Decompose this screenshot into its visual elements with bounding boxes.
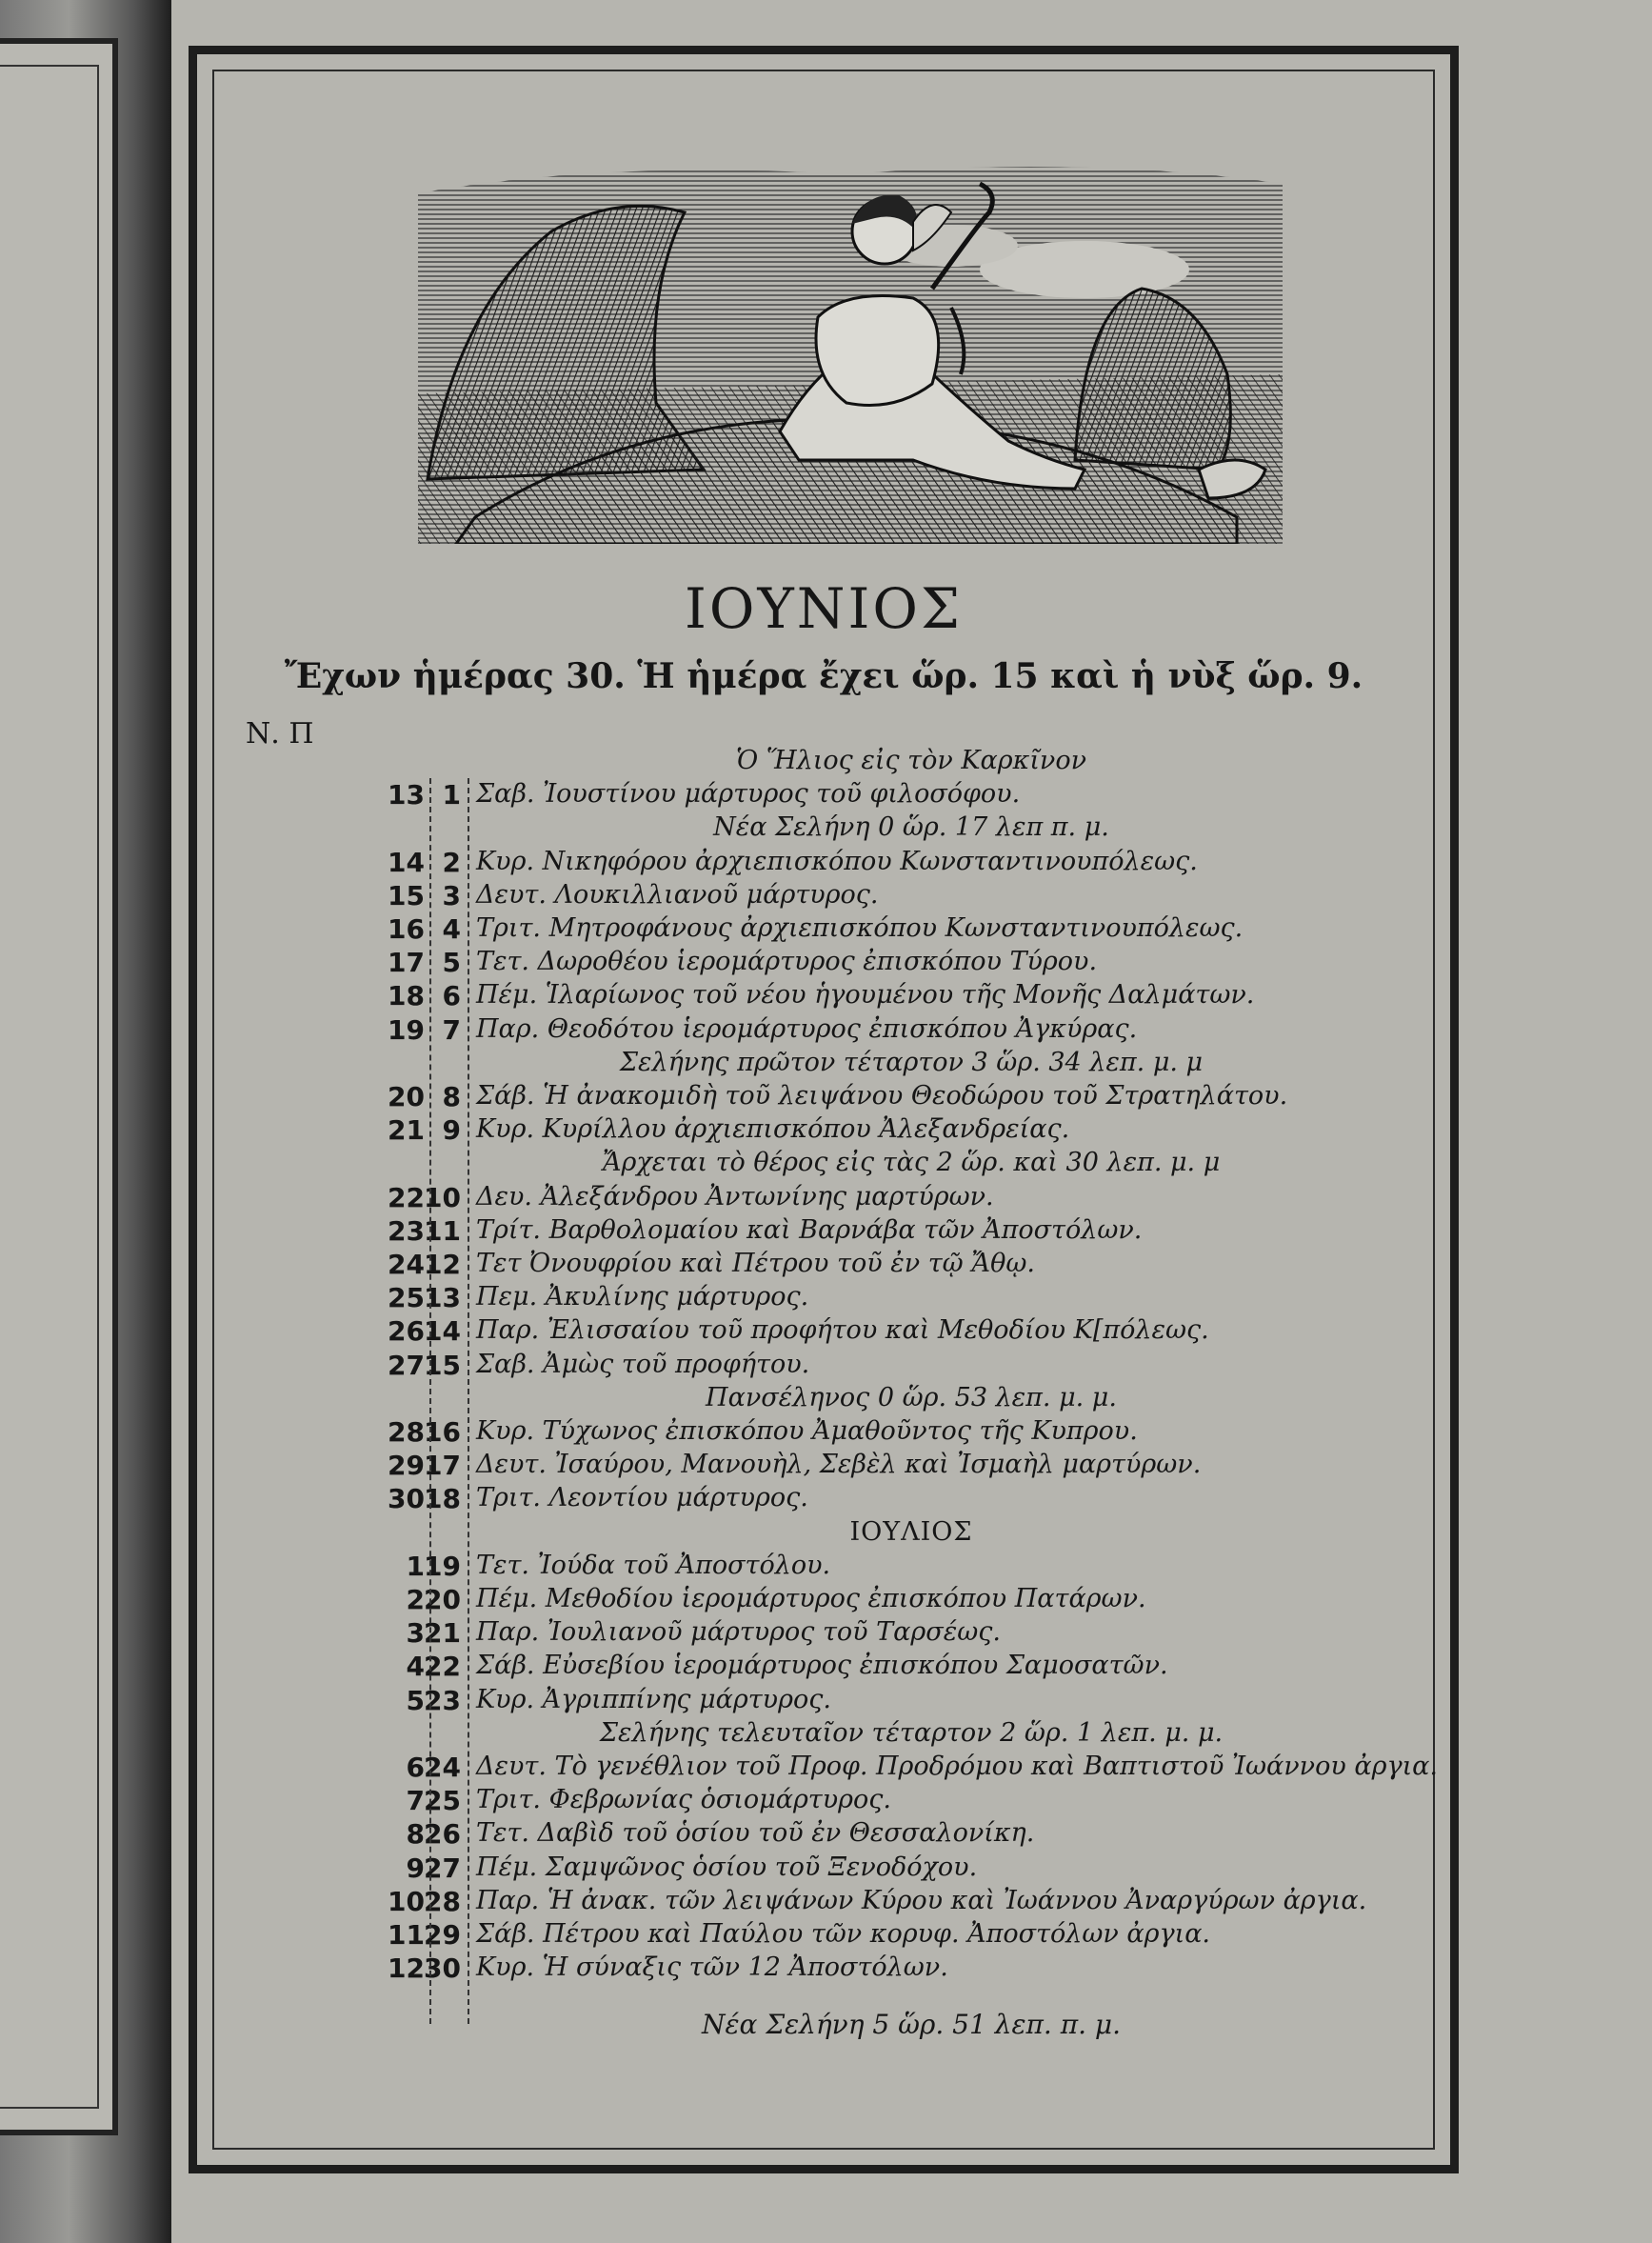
- old-style-day: 24: [424, 1752, 461, 1783]
- column-header: Ν. Π: [246, 717, 314, 751]
- calendar-note: Νέα Σελήνη 0 ὥρ. 17 λεπ π. μ.: [713, 812, 1109, 843]
- calendar-row: [197, 1014, 1450, 1047]
- feast-text: Πέμ. Ἱλαρίωνος τοῦ νέου ἡγουμένου τῆς Μονῆς Δαλμάτων.: [476, 980, 1255, 1011]
- calendar-row: [197, 1651, 1450, 1683]
- new-style-day: 20: [388, 1081, 425, 1112]
- new-style-day: 30: [388, 1483, 425, 1515]
- feast-text: Σάβ. Πέτρου καὶ Παύλου τῶν κορυφ. Ἀποστόλων ἀργια.: [476, 1919, 1211, 1949]
- new-style-day: 16: [388, 913, 425, 945]
- calendar-row: [197, 779, 1450, 811]
- calendar-row: [197, 1852, 1450, 1885]
- new-style-day: 17: [388, 947, 425, 979]
- feast-text: Σάβ. Ἡ ἀνακομιδὴ τοῦ λειψάνου Θεοδώρου τοῦ Στρατηλάτου.: [476, 1081, 1288, 1111]
- calendar-row: [197, 947, 1450, 979]
- old-style-day: 16: [424, 1416, 461, 1448]
- new-style-day: 15: [388, 879, 425, 911]
- new-style-day: 19: [388, 1013, 425, 1046]
- new-style-day: 14: [388, 846, 425, 878]
- feast-text: Παρ. Ἡ ἀνακ. τῶν λειψάνων Κύρου καὶ Ἰωάννου Ἀναργύρων ἀργια.: [476, 1885, 1367, 1915]
- old-style-day: 26: [424, 1818, 461, 1851]
- new-style-day: 3: [406, 1617, 425, 1650]
- feast-text: Τριτ. Μητροφάνους ἀρχιεπισκόπου Κωνσταντινουπόλεως.: [476, 913, 1244, 943]
- new-style-day: 8: [406, 1818, 425, 1851]
- calendar-row: [197, 1685, 1450, 1717]
- calendar-row: [197, 1785, 1450, 1817]
- new-style-day: 29: [388, 1450, 425, 1482]
- feast-text: Παρ. Ἰουλιανοῦ μάρτυρος τοῦ Ταρσέως.: [476, 1617, 1001, 1648]
- old-style-day: 14: [424, 1315, 461, 1348]
- feast-text: Σαβ. Ἀμὼς τοῦ προφήτου.: [476, 1349, 810, 1379]
- new-style-day: 24: [388, 1249, 425, 1280]
- new-style-day: 28: [388, 1416, 425, 1448]
- old-style-day: 10: [424, 1181, 461, 1213]
- old-style-day: 19: [424, 1550, 461, 1582]
- new-style-day: 6: [406, 1752, 425, 1783]
- feast-text: Κυρ. Κυρίλλου ἀρχιεπισκόπου Ἀλεξανδρείας.: [476, 1114, 1070, 1145]
- new-style-day: 18: [388, 980, 425, 1012]
- feast-text: Δευτ. Ἰσαύρου, Μανουὴλ, Σεβὲλ καὶ Ἰσμαὴλ μαρτύρων.: [476, 1450, 1202, 1480]
- adjacent-page-edge: [0, 38, 118, 2135]
- old-style-day: 17: [424, 1450, 461, 1482]
- old-style-day: 30: [424, 1953, 461, 1985]
- calendar-row: [197, 1818, 1450, 1851]
- old-style-day: 5: [442, 947, 461, 979]
- calendar-row: [197, 1483, 1450, 1515]
- old-style-day: 23: [424, 1684, 461, 1716]
- harvest-engraving-image: [418, 155, 1283, 544]
- calendar-row: [197, 1114, 1450, 1147]
- old-style-day: 27: [424, 1852, 461, 1884]
- old-style-day: 12: [424, 1249, 461, 1280]
- calendar-row: [197, 913, 1450, 946]
- old-style-day: 8: [442, 1081, 461, 1112]
- calendar-note: Σελήνης τελευταῖον τέταρτον 2 ὥρ. 1 λεπ. μ. μ.: [599, 1717, 1224, 1748]
- calendar-row: [197, 880, 1450, 912]
- old-style-day: 1: [442, 779, 461, 811]
- calendar-row: [197, 1249, 1450, 1281]
- new-style-day: 26: [388, 1315, 425, 1348]
- column-rule: [468, 778, 469, 2024]
- feast-text: Τετ Ὀνουφρίου καὶ Πέτρου τοῦ ἐν τῷ Ἄθῳ.: [476, 1249, 1035, 1278]
- feast-text: Δευτ. Λουκιλλιανοῦ μάρτυρος.: [476, 879, 879, 910]
- calendar-row: [197, 1752, 1450, 1784]
- next-month-heading: ΙΟΥΛΙΟΣ: [849, 1516, 973, 1547]
- old-style-day: 22: [424, 1651, 461, 1683]
- feast-text: Παρ. Ἐλισσαίου τοῦ προφήτου καὶ Μεθοδίου Κ[πόλεως.: [476, 1315, 1209, 1346]
- calendar-row: [197, 1315, 1450, 1348]
- month-title: ΙΟΥΝΙΟΣ: [685, 576, 963, 641]
- calendar-row: [197, 1584, 1450, 1616]
- calendar-note: Ἄρχεται τὸ θέρος εἰς τὰς 2 ὥρ. καὶ 30 λεπ. μ. μ: [602, 1148, 1221, 1178]
- old-style-day: 29: [424, 1919, 461, 1951]
- feast-text: Τριτ. Λεοντίου μάρτυρος.: [476, 1483, 808, 1513]
- page-border: [189, 46, 1459, 2173]
- new-style-day: 4: [406, 1651, 425, 1683]
- feast-text: Σαβ. Ἰουστίνου μάρτυρος τοῦ φιλοσόφου.: [476, 779, 1021, 810]
- calendar-note: Πανσέληνος 0 ὥρ. 53 λεπ. μ. μ.: [706, 1382, 1117, 1412]
- calendar-row: [197, 1081, 1450, 1113]
- calendar-row: [197, 1282, 1450, 1314]
- old-style-day: 15: [424, 1349, 461, 1381]
- old-style-day: 6: [442, 980, 461, 1012]
- new-style-day: 13: [388, 779, 425, 811]
- calendar-note: Ὁ Ἥλιος εἰς τὸν Καρκῖνον: [736, 746, 1086, 775]
- feast-text: Τρίτ. Βαρθολομαίου καὶ Βαρνάβα τῶν Ἀποστόλων.: [476, 1214, 1143, 1245]
- feast-text: Τετ. Ἰούδα τοῦ Ἀποστόλου.: [476, 1550, 831, 1580]
- new-style-day: 2: [406, 1584, 425, 1615]
- calendar-row: [197, 1215, 1450, 1248]
- old-style-day: 21: [424, 1617, 461, 1650]
- column-rule: [429, 778, 431, 2024]
- new-style-day: 5: [406, 1684, 425, 1716]
- old-style-day: 9: [442, 1114, 461, 1147]
- old-style-day: 3: [442, 879, 461, 911]
- calendar-row: [197, 980, 1450, 1012]
- calendar-row: [197, 1953, 1450, 1985]
- calendar-row: [197, 1350, 1450, 1382]
- new-style-day: 25: [388, 1282, 425, 1314]
- feast-text: Κυρ. Νικηφόρου ἀρχιεπισκόπου Κωνσταντινουπόλεως.: [476, 846, 1198, 876]
- calendar-row: [197, 1919, 1450, 1952]
- calendar-row: [197, 847, 1450, 879]
- old-style-day: 13: [424, 1282, 461, 1314]
- old-style-day: 7: [442, 1013, 461, 1046]
- new-style-day: 10: [388, 1885, 425, 1917]
- month-subtitle: Ἔχων ἡμέρας 30. Ἡ ἡμέρα ἔχει ὥρ. 15 καὶ ἡ νὺξ ὥρ. 9.: [284, 656, 1363, 696]
- feast-text: Πέμ. Σαμψῶνος ὁσίου τοῦ Ξενοδόχου.: [476, 1852, 978, 1882]
- new-style-day: 1: [406, 1550, 425, 1582]
- feast-text: Κυρ. Τύχωνος ἐπισκόπου Ἀμαθοῦντος τῆς Κυπρου.: [476, 1416, 1138, 1446]
- feast-text: Δευ. Ἀλεξάνδρου Ἀντωνίνης μαρτύρων.: [476, 1181, 994, 1212]
- calendar-note: Σελήνης πρῶτον τέταρτον 3 ὥρ. 34 λεπ. μ. μ: [619, 1047, 1204, 1077]
- feast-text: Σάβ. Εὐσεβίου ἱερομάρτυρος ἐπισκόπου Σαμοσατῶν.: [476, 1651, 1168, 1681]
- feast-text: Τετ. Δωροθέου ἱερομάρτυρος ἐπισκόπου Τύρου.: [476, 947, 1098, 977]
- feast-text: Κυρ. Ἡ σύναξις τῶν 12 Ἀποστόλων.: [476, 1953, 948, 1983]
- old-style-day: 11: [424, 1214, 461, 1247]
- new-style-day: 21: [388, 1114, 425, 1147]
- feast-text: Πέμ. Μεθοδίου ἱερομάρτυρος ἐπισκόπου Πατάρων.: [476, 1584, 1146, 1613]
- almanac-page: [171, 0, 1652, 2243]
- old-style-day: 28: [424, 1885, 461, 1917]
- feast-text: Τριτ. Φεβρωνίας ὁσιομάρτυρος.: [476, 1785, 891, 1815]
- feast-text: Παρ. Θεοδότου ἱερομάρτυρος ἐπισκόπου Ἀγκύρας.: [476, 1013, 1138, 1044]
- feast-text: Τετ. Δαβὶδ τοῦ ὁσίου τοῦ ἐν Θεσσαλονίκη.: [476, 1818, 1035, 1849]
- calendar-row: [197, 1886, 1450, 1918]
- calendar-row: [197, 1450, 1450, 1482]
- new-style-day: 7: [406, 1785, 425, 1817]
- calendar-row: [197, 1617, 1450, 1650]
- old-style-day: 20: [424, 1584, 461, 1615]
- footer-moon-note: Νέα Σελήνη 5 ὥρ. 51 λεπ. π. μ.: [702, 2009, 1121, 2041]
- new-style-day: 12: [388, 1953, 425, 1985]
- old-style-day: 4: [442, 913, 461, 945]
- new-style-day: 11: [388, 1919, 425, 1951]
- old-style-day: 25: [424, 1785, 461, 1817]
- old-style-day: 2: [442, 846, 461, 878]
- new-style-day: 9: [406, 1852, 425, 1884]
- calendar-row: [197, 1551, 1450, 1583]
- feast-text: Κυρ. Ἀγριππίνης μάρτυρος.: [476, 1684, 831, 1714]
- feast-text: Πεμ. Ἀκυλίνης μάρτυρος.: [476, 1282, 809, 1312]
- new-style-day: 23: [388, 1214, 425, 1247]
- new-style-day: 22: [388, 1181, 425, 1213]
- new-style-day: 27: [388, 1349, 425, 1381]
- calendar-row: [197, 1416, 1450, 1449]
- calendar-row: [197, 1182, 1450, 1214]
- old-style-day: 18: [424, 1483, 461, 1515]
- feast-text: Δευτ. Τὸ γενέθλιον τοῦ Προφ. Προδρόμου καὶ Βαπτιστοῦ Ἰωάννου ἀργια.: [476, 1752, 1438, 1781]
